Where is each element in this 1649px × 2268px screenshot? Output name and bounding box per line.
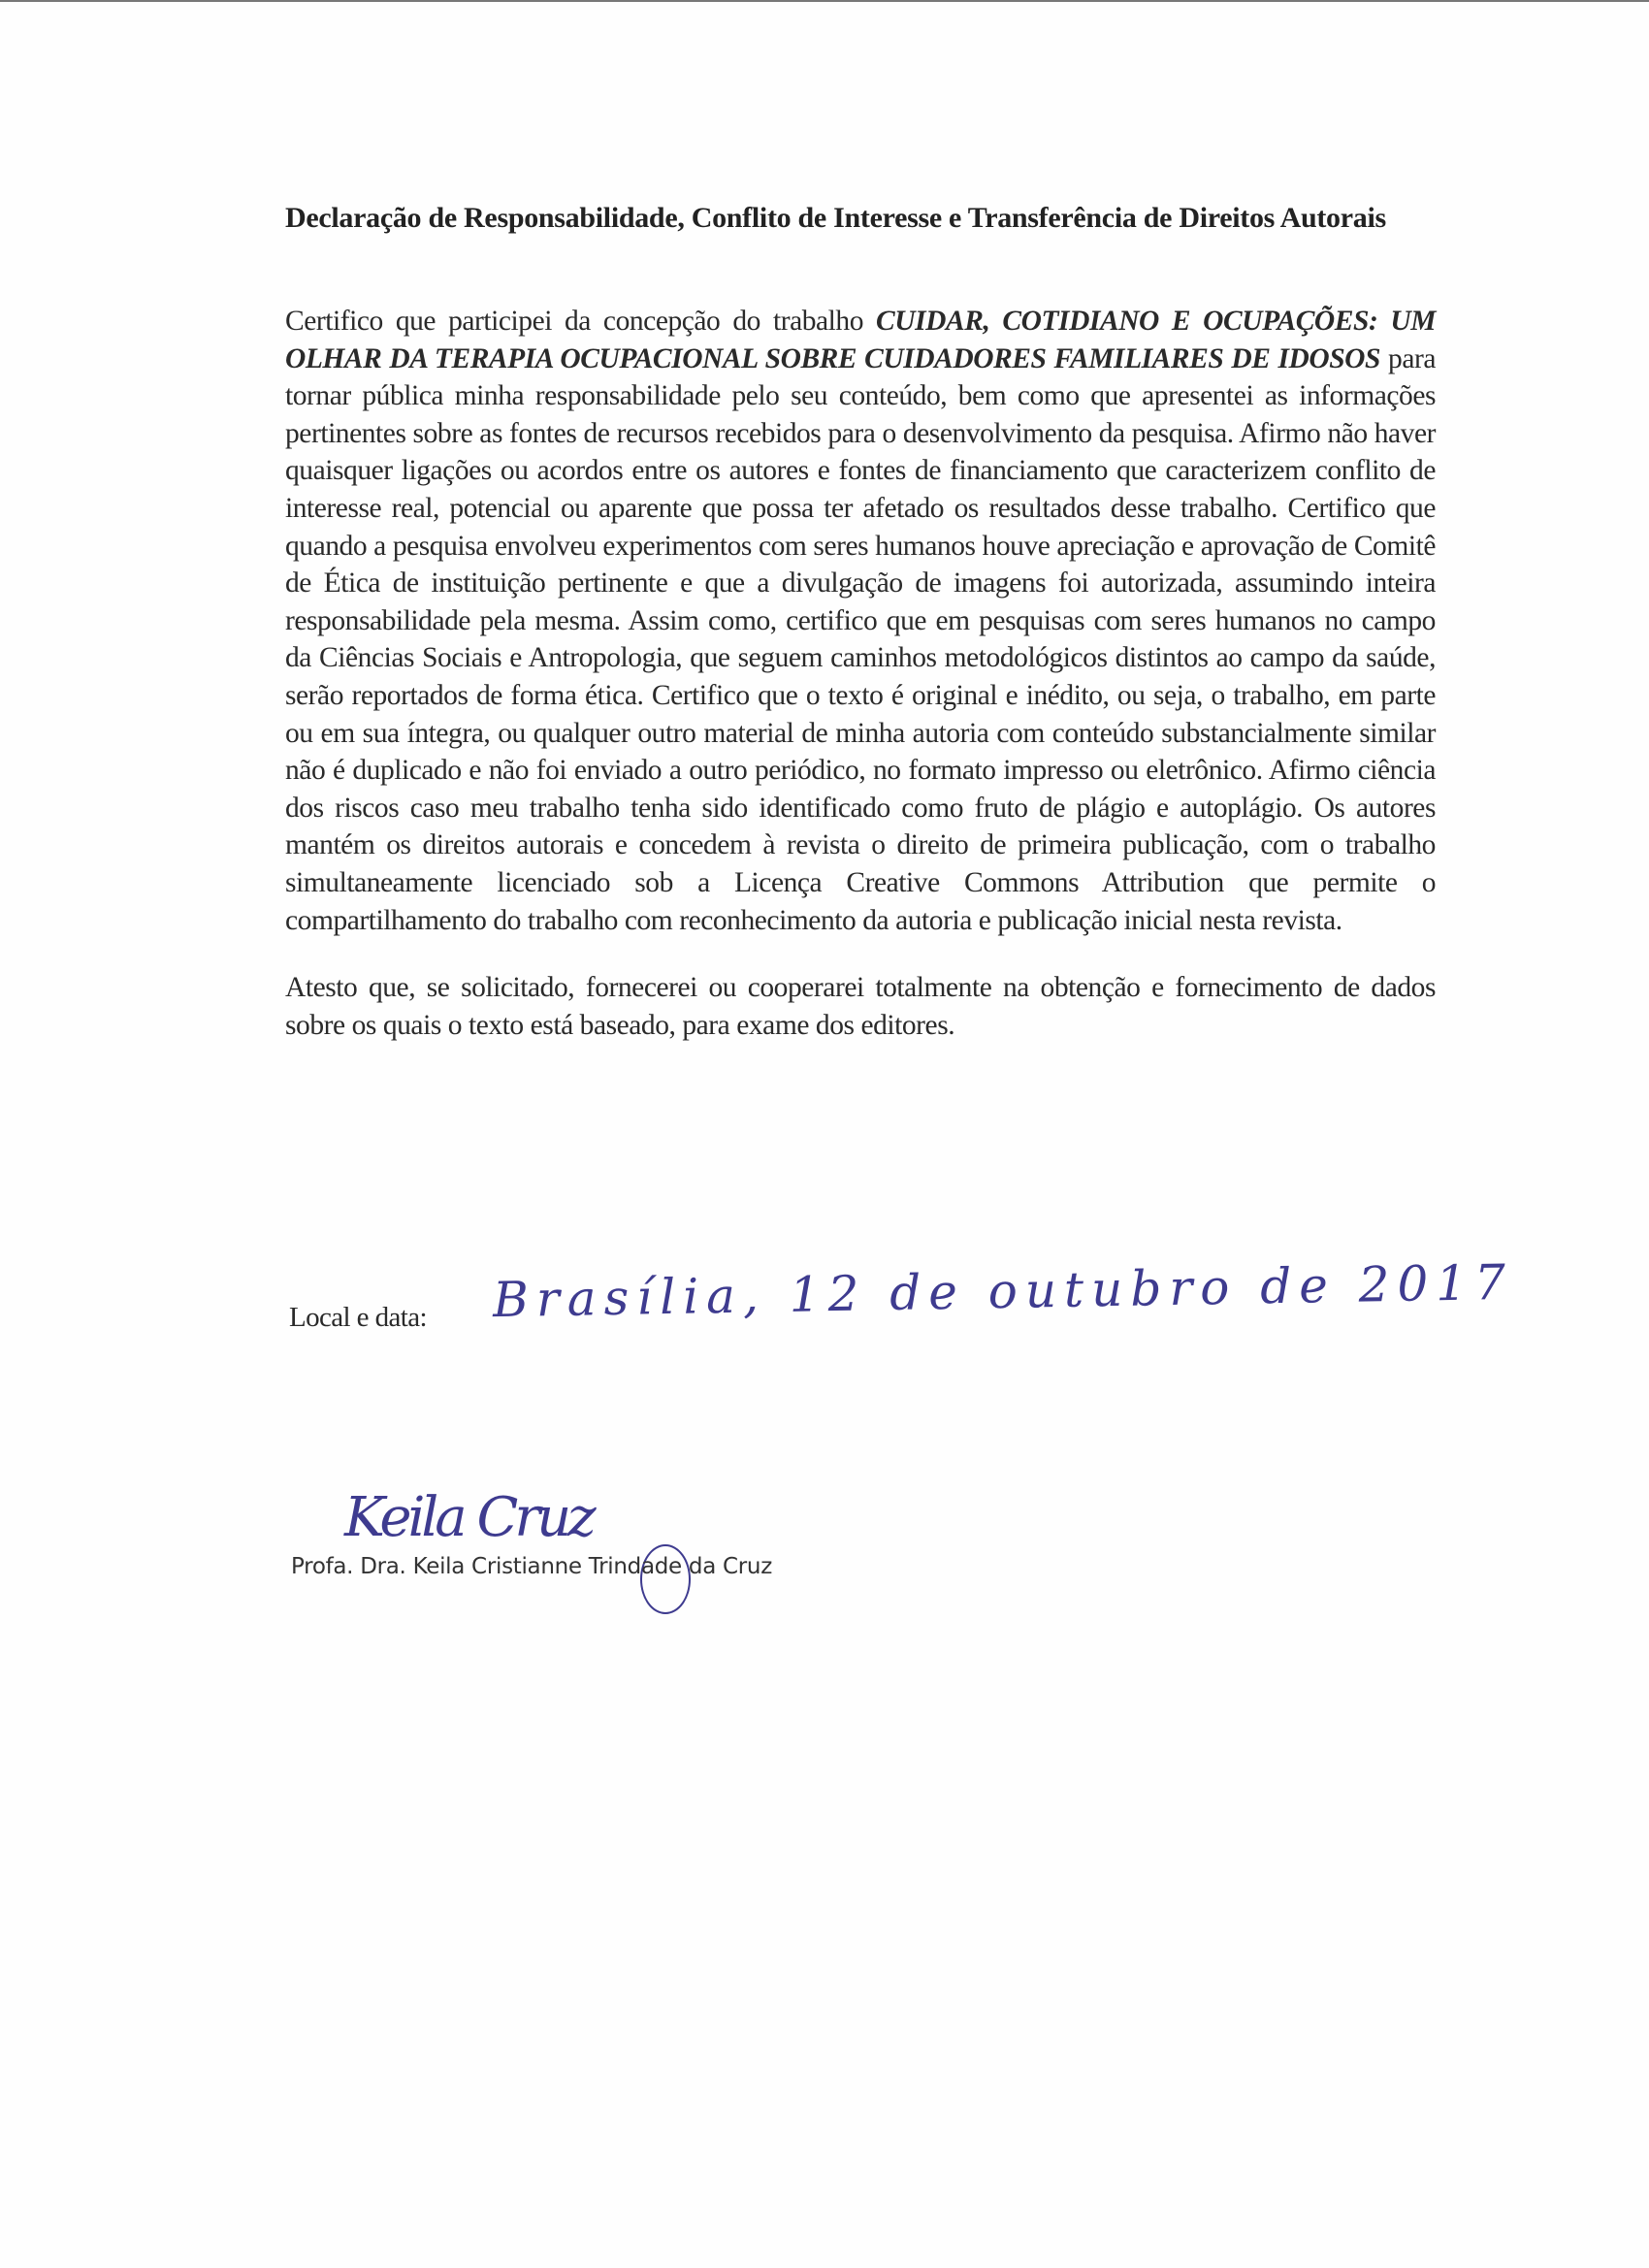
paragraph-text: para tornar pública minha responsabilidade pelo seu conteúdo, bem como que apresentei as informações pertinentes sobre as fontes de recursos recebidos para o desenvolvimento da pesquisa. Afirmo não haver quaisquer ligações ou acordos entre os autores e fontes de financiamento que caracterizem conflito de interesse real, potencial ou aparente que possa ter afetado os resultados desse trabalho. Certifico que quando a pesquisa envolveu experimentos com seres humanos houve apreciação e aprovação de Comitê de Ética de instituição pertinente e que a divulgação de imagens foi autorizada, assumindo inteira responsabilidade pela mesma. Assim como, certifico que em pesquisas com seres humanos no campo da Ciências Sociais e Antropologia, que seguem caminhos metodológicos distintos ao campo da saúde, serão reportados de forma ética. Certifico que o texto é original e inédito, ou seja, o trabalho, em parte ou em sua íntegra, ou qualquer outro material de minha autoria com conteúdo substancialmente similar não é duplicado e não foi enviado a outro periódico, no formato impresso ou eletrônico. Afirmo ciência dos riscos caso meu trabalho tenha sido identificado como fruto de plágio e autoplágio. Os autores mantém os direitos autorais e concedem à revista o direito de primeira publicação, com o trabalho simultaneamente licenciado sob a Licença Creative Commons Attribution que permite o compartilhamento do trabalho com reconhecimento da autoria e publicação inicial nesta revista.: [285, 342, 1436, 936]
signatory-name: Profa. Dra. Keila Cristianne Trindade da Cruz: [291, 1554, 772, 1579]
document-body: [285, 303, 1436, 1074]
handwritten-signature: Keila Cruz: [344, 1486, 593, 1549]
document-title: Declaração de Responsabilidade, Conflito de Interesse e Transferência de Direitos Autorais: [285, 202, 1386, 234]
paragraph-text: Certifico que participei da concepção do trabalho: [285, 306, 877, 337]
attestation-paragraph: Atesto que, se solicitado, fornecerei ou cooperarei totalmente na obtenção e fornecimento de dados sobre os quais o texto está baseado, para exame dos editores.: [285, 972, 1436, 1041]
handwritten-place-date: Brasília, 12 de outubro de 2017: [492, 1253, 1514, 1329]
declaration-paragraph: [285, 303, 1436, 939]
work-title: CUIDAR, COTIDIANO E OCUPAÇÕES: UM OLHAR DA TERAPIA OCUPACIONAL SOBRE CUIDADORES FAMILIARES DE IDOSOS: [285, 306, 1436, 374]
local-date-label: Local e data:: [289, 1302, 427, 1333]
